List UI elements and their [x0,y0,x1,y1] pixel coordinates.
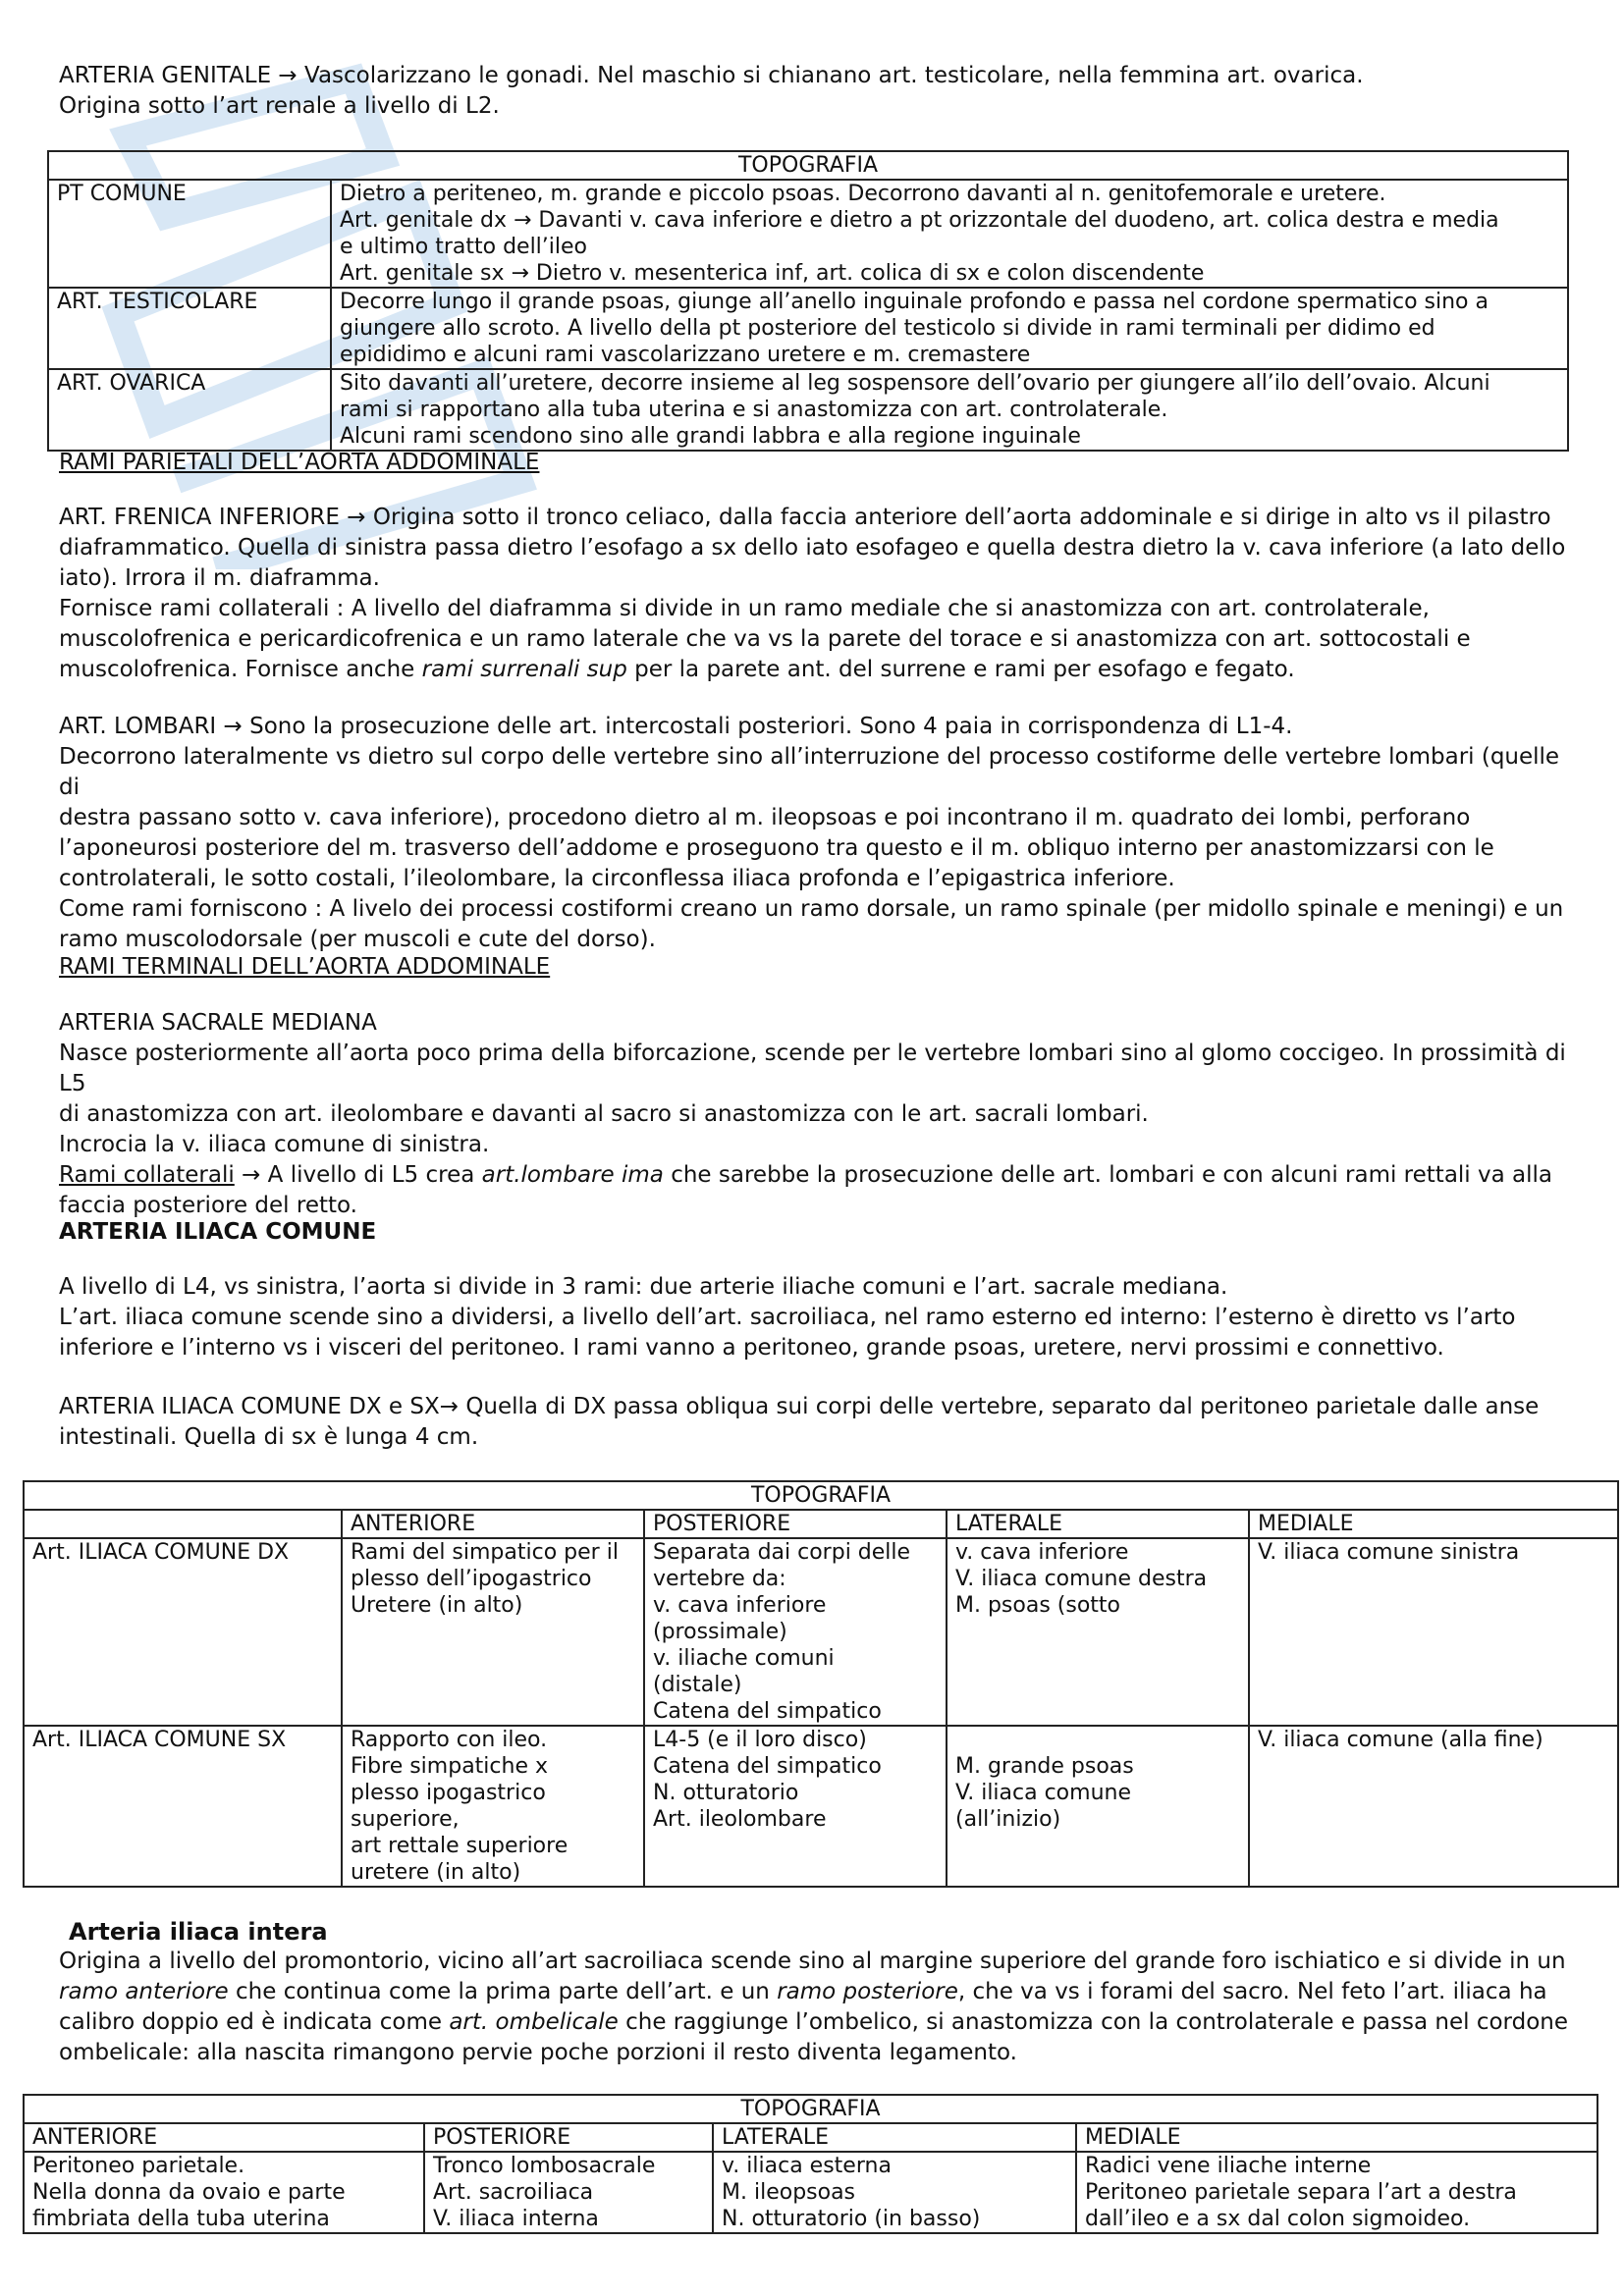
iliaca-interna-paragraph [59,1947,1576,2068]
row-label: PT COMUNE [48,180,331,288]
iliaca-comune-dx-sx-paragraph [59,1392,1571,1453]
cell-line: Catena del simpatico [653,1754,882,1779]
cell-line: V. iliaca interna [433,2207,599,2231]
topografia-iliaca-interna-table [23,2094,1598,2234]
cell-line: giungere allo scroto. A livello della pt posteriore del testicolo si divide in rami terminali per didimo ed [340,316,1435,341]
text-span: per la parete ant. del surrene e rami per esofago e fegato. [626,657,1295,682]
row-content [331,288,1568,369]
cell-line: L4-5 (e il loro disco) [653,1728,867,1752]
table-cell [713,2152,1076,2233]
arteria-genitale-intro [59,61,1571,122]
cell-line: Art. sacroiliaca [433,2180,594,2205]
cell-line: Peritoneo parietale separa l’art a destra [1085,2180,1517,2205]
row-label: ART. OVARICA [48,369,331,451]
cell-line: v. cava inferiore [955,1540,1129,1565]
table-cell [424,2152,713,2233]
cell-line: plesso ipogastrico [351,1781,546,1805]
sacrale-mediana-paragraph [59,1008,1571,1221]
italic-term: rami surrenali sup [421,657,627,682]
iliaca-comune-paragraph [59,1272,1571,1363]
text-line: faccia posteriore del retto. [59,1193,357,1218]
cell-line: vertebre da: [653,1567,786,1591]
cell-line: fimbriata della tuba uterina [32,2207,330,2231]
table-cell [644,1538,947,1726]
cell-spacer [955,1727,1240,1753]
text-line: Come rami forniscono : A livelo dei processi costiformi creano un ramo dorsale, un ramo spinale (per midollo spinale e meningi) e un [59,896,1564,922]
table-row [48,288,1568,369]
text-line: Origina a livello del promontorio, vicino all’art sacroiliaca scende sino al margine superiore del grande foro ischiatico e si divide in un [59,1949,1566,1974]
cell-line: e ultimo tratto dell’ileo [340,235,588,259]
cell-line: (all’inizio) [955,1807,1061,1832]
table-header-row [24,1510,1618,1538]
text-line: l’aponeurosi posteriore del m. trasverso dell’addome e proseguono tra questo e il m. obliquo interno per anastomizzarsi con le [59,835,1494,861]
table-row [24,1538,1618,1726]
italic-term: art. ombelicale [449,2009,619,2035]
cell-line: N. otturatorio (in basso) [722,2207,981,2231]
cell-line: (distale) [653,1673,742,1697]
cell-line: superiore, [351,1807,460,1832]
column-header: POSTERIORE [424,2123,713,2152]
table-cell [1249,1538,1618,1726]
text-line: ramo muscolodorsale (per muscoli e cute del dorso). [59,927,656,952]
cell-line: Dietro a periteneo, m. grande e piccolo psoas. Decorrono davanti al n. genitofemorale e uretere. [340,182,1386,206]
section-heading-rami-terminali: RAMI TERMINALI DELL’AORTA ADDOMINALE [59,954,551,980]
topografia-iliaca-comune-table [23,1480,1619,1888]
cell-line: M. ileopsoas [722,2180,856,2205]
text-line: Decorrono lateralmente vs dietro sul corpo delle vertebre sino all’interruzione del processo costiforme delle vertebre lombari (quelle di [59,744,1560,800]
table-cell [24,2152,424,2233]
column-header: MEDIALE [1249,1510,1618,1538]
cell-line: plesso dell’ipogastrico [351,1567,592,1591]
text-line: ART. FRENICA INFERIORE → Origina sotto il tronco celiaco, dalla faccia anteriore dell’aorta addominale e si dirige in alto vs il pilastro [59,505,1551,530]
topografia-genitale-table [47,150,1569,452]
italic-term: ramo anteriore [59,1979,229,2004]
column-header: POSTERIORE [644,1510,947,1538]
table-cell [1249,1726,1618,1887]
cell-line: dall’ileo e a sx dal colon sigmoideo. [1085,2207,1471,2231]
cell-line: Rami del simpatico per il [351,1540,619,1565]
cell-line: v. cava inferiore [653,1593,827,1618]
table-header-row [24,2123,1597,2152]
text-span: calibro doppio ed è indicata come [59,2009,450,2035]
cell-line: Art. ileolombare [653,1807,827,1832]
row-content [331,369,1568,451]
cell-line: Rapporto con ileo. [351,1728,548,1752]
table-row [24,1726,1618,1887]
text-line: diaframmatico. Quella di sinistra passa dietro l’esofago a sx dello iato esofageo e quella destra dietro la v. cava inferiore (a lato dello [59,535,1566,561]
text-line: Nasce posteriormente all’aorta poco prima della biforcazione, scende per le vertebre lombari sino al glomo coccigeo. In prossimità di L5 [59,1041,1566,1096]
text-line: destra passano sotto v. cava inferiore), procedono dietro al m. ileopsoas e poi incontrano il m. quadrato dei lombi, perforano [59,805,1471,830]
text-line: ARTERIA GENITALE → Vascolarizzano le gonadi. Nel maschio si chianano art. testicolare, nella femmina art. ovarica. [59,63,1364,88]
lombari-paragraph [59,712,1571,955]
empty-cell [24,1510,342,1538]
text-line: intestinali. Quella di sx è lunga 4 cm. [59,1424,479,1450]
cell-line: Radici vene iliache interne [1085,2154,1372,2178]
text-line [59,2007,1576,2038]
table-header: TOPOGRAFIA [48,151,1568,180]
text-span: muscolofrenica. Fornisce anche [59,657,422,682]
italic-term: ramo posteriore [777,1979,958,2004]
italic-term: art.lombare ima [481,1162,664,1188]
subheading: ARTERIA SACRALE MEDIANA [59,1010,377,1036]
cell-line: (prossimale) [653,1620,787,1644]
text-line [59,655,1571,685]
cell-line: rami si rapportano alla tuba uterina e si anastomizza con art. controlaterale. [340,398,1168,422]
table-cell [342,1726,644,1887]
text-line [59,1160,1571,1191]
cell-line: M. psoas (sotto [955,1593,1121,1618]
text-line: Incrocia la v. iliaca comune di sinistra. [59,1132,490,1157]
row-label: ART. TESTICOLARE [48,288,331,369]
table-cell [947,1726,1249,1887]
text-line: iato). Irrora il m. diaframma. [59,565,380,591]
cell-line: Separata dai corpi delle [653,1540,911,1565]
cell-line: N. otturatorio [653,1781,799,1805]
cell-line: v. iliaca esterna [722,2154,892,2178]
frenica-inferiore-paragraph [59,503,1571,685]
cell-line: uretere (in alto) [351,1860,521,1885]
table-row [48,369,1568,451]
table-row [48,180,1568,288]
column-header: LATERALE [713,2123,1076,2152]
text-line: L’art. iliaca comune scende sino a dividersi, a livello dell’art. sacroiliaca, nel ramo esterno ed interno: l’esterno è diretto vs l’arto [59,1305,1516,1330]
cell-line: Tronco lombosacrale [433,2154,656,2178]
cell-line: Peritoneo parietale. [32,2154,245,2178]
column-header: MEDIALE [1076,2123,1597,2152]
text-line: ARTERIA ILIACA COMUNE DX e SX→ Quella di DX passa obliqua sui corpi delle vertebre, separato dal peritoneo parietale dalle anse [59,1394,1540,1419]
table-cell [947,1538,1249,1726]
table-header: TOPOGRAFIA [24,2095,1597,2123]
column-header: ANTERIORE [342,1510,644,1538]
row-label: Art. ILIACA COMUNE SX [24,1726,342,1887]
text-line: Origina sotto l’art renale a livello di L2. [59,93,500,119]
text-line: Fornisce rami collaterali : A livello del diaframma si divide in un ramo mediale che si anastomizza con art. controlaterale, [59,596,1430,621]
text-line: ART. LOMBARI → Sono la prosecuzione delle art. intercostali posteriori. Sono 4 paia in corrispondenza di L1-4. [59,714,1293,739]
cell-line: Art. genitale sx → Dietro v. mesenterica inf, art. colica di sx e colon discendente [340,261,1205,286]
column-header: LATERALE [947,1510,1249,1538]
cell-line: v. iliache comuni [653,1646,835,1671]
text-line: muscolofrenica e pericardicofrenica e un ramo laterale che va vs la parete del torace e si anastomizza con art. sottocostali e [59,626,1471,652]
row-content [331,180,1568,288]
cell-line: V. iliaca comune destra [955,1567,1208,1591]
table-row [24,2152,1597,2233]
table-cell [342,1538,644,1726]
cell-line: Uretere (in alto) [351,1593,523,1618]
text-span: → A livello di L5 crea [234,1162,482,1188]
text-line: ombelicale: alla nascita rimangono pervie poche porzioni il resto diventa legamento. [59,2040,1017,2065]
section-heading-iliaca-interna: Arteria iliaca intera [69,1918,328,1946]
table-header: TOPOGRAFIA [24,1481,1618,1510]
text-span: che raggiunge l’ombelico, si anastomizza con la controlaterale e passa nel cordone [618,2009,1568,2035]
cell-line: Sito davanti all’uretere, decorre insieme al leg sospensore dell’ovario per giungere all’ilo dell’ovaio. Alcuni [340,371,1490,396]
cell-line: Decorre lungo il grande psoas, giunge all’anello inguinale profondo e passa nel cordone spermatico sino a [340,290,1489,314]
section-heading-iliaca-comune: ARTERIA ILIACA COMUNE [59,1219,377,1245]
text-line: A livello di L4, vs sinistra, l’aorta si divide in 3 rami: due arterie iliache comuni e l’art. sacrale mediana. [59,1274,1228,1300]
row-label: Art. ILIACA COMUNE DX [24,1538,342,1726]
text-line: di anastomizza con art. ileolombare e davanti al sacro si anastomizza con le art. sacrali lombari. [59,1101,1149,1127]
cell-line: art rettale superiore [351,1834,568,1858]
section-heading-rami-parietali: RAMI PARIETALI DELL’AORTA ADDOMINALE [59,450,540,475]
cell-line: Art. genitale dx → Davanti v. cava inferiore e dietro a pt orizzontale del duodeno, art. colica destra e media [340,208,1499,233]
cell-line: M. grande psoas [955,1754,1134,1779]
cell-line: V. iliaca comune [955,1781,1131,1805]
cell-line: V. iliaca comune (alla fine) [1258,1728,1543,1752]
text-span: che sarebbe la prosecuzione delle art. lombari e con alcuni rami rettali va alla [663,1162,1552,1188]
text-line: controlaterali, le sotto costali, l’ileolombare, la circonflessa iliaca profonda e l’epigastrica inferiore. [59,866,1175,891]
table-cell [1076,2152,1597,2233]
cell-line: Nella donna da ovaio e parte [32,2180,346,2205]
cell-line: Fibre simpatiche x [351,1754,548,1779]
column-header: ANTERIORE [24,2123,424,2152]
cell-line: Alcuni rami scendono sino alle grandi labbra e alla regione inguinale [340,424,1081,449]
underlined-label: Rami collaterali [59,1162,235,1188]
text-span: , che va vs i forami del sacro. Nel feto l’art. iliaca ha [957,1979,1547,2004]
cell-line: epididimo e alcuni rami vascolarizzano uretere e m. cremastere [340,343,1031,367]
text-line [59,1977,1576,2007]
cell-line: V. iliaca comune sinistra [1258,1540,1520,1565]
cell-line: Catena del simpatico [653,1699,882,1724]
text-span: che continua come la prima parte dell’art. e un [228,1979,778,2004]
text-line: inferiore e l’interno vs i visceri del peritoneo. I rami vanno a peritoneo, grande psoas, uretere, nervi prossimi e connettivo. [59,1335,1444,1361]
table-cell [644,1726,947,1887]
